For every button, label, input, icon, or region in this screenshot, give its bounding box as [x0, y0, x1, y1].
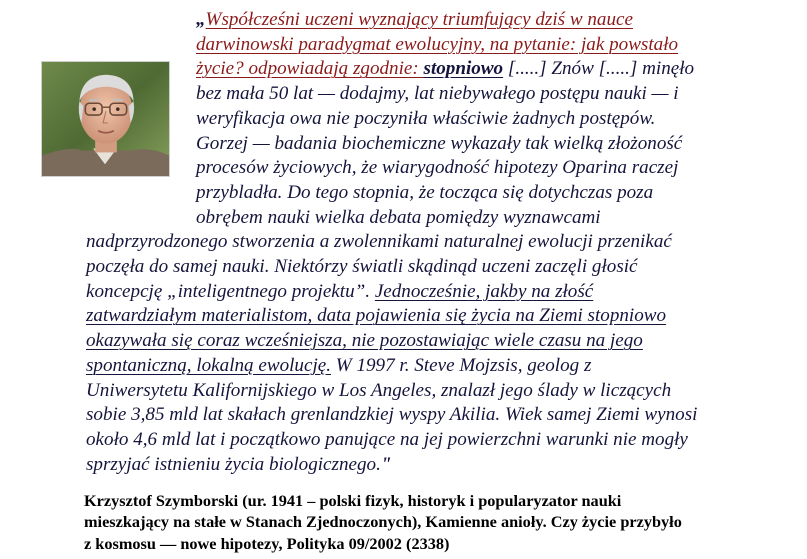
quote-line: procesów życiowych, że wiarygodność hipotezy Oparina raczej — [196, 157, 679, 179]
quote-text-underlined: spontaniczną, lokalną ewolucję. — [86, 354, 332, 376]
quote-line: przybladła. Do tego stopnia, że tocząca się dotychczas poza — [196, 181, 654, 203]
quote-text-underlined: Jednocześnie, jakby na złość — [374, 280, 594, 302]
source-citation — [84, 490, 799, 554]
quote-text-emphasis: stopniowo — [423, 58, 504, 80]
citation-line: Krzysztof Szymborski (ur. 1941 – polski fizyk, historyk i popularyzator nauki — [84, 491, 622, 510]
quote-line: nadprzyrodzonego stworzenia a zwolennikami naturalnej ewolucji przenikać — [86, 231, 672, 253]
quote-block — [86, 8, 786, 477]
quote-text-highlight: życie? odpowiadają zgodnie: — [196, 58, 424, 80]
quote-text-highlight: Współcześni uczeni wyznający triumfujący dziś w nauce — [205, 9, 633, 30]
quote-line: Uniwersytetu Kalifornijskiego w Los Angeles, znalazł jego ślady w liczących — [86, 379, 672, 401]
quote-line — [86, 8, 786, 33]
citation-line: z kosmosu — nowe hipotezy, Polityka 09/2002 (2338) — [84, 533, 450, 553]
quote-line: około 4,6 mld lat i początkowo panujące na jej powierzchni warunki nie mogły — [86, 428, 688, 450]
quote-line — [86, 280, 786, 305]
quote-line: obrębem nauki wielka debata pomiędzy wyznawcami — [196, 206, 601, 228]
quote-line: okazywała się coraz wcześniejsza, nie pozostawiając wiele czasu na jego — [86, 330, 643, 352]
quote-line — [86, 354, 786, 379]
quote-text: W 1997 r. Steve Mojzsis, geolog z — [331, 354, 592, 376]
quote-text: [.....] Znów [.....] minęło — [503, 58, 695, 80]
quote-line — [86, 57, 786, 82]
closing-quote-mark: " — [380, 453, 392, 475]
quote-line: sobie 3,85 mld lat skałach grenlandzkiej wyspy Akilia. Wiek samej Ziemi wynosi — [86, 404, 698, 426]
quote-text: sprzyjać istnieniu życia biologicznego. — [86, 453, 381, 475]
citation-line: mieszkający na stałe w Stanach Zjednoczonych), Kamienne anioły. Czy życie przybyło — [84, 512, 682, 532]
quote-line: zatwardziałym materialistom, data pojawienia się życia na Ziemi stopniowo — [86, 305, 667, 327]
quote-text: koncepcję „inteligentnego projektu”. — [86, 280, 375, 302]
quote-text-highlight: darwinowski paradygmat ewolucyjny, na pytanie: jak powstało — [196, 33, 679, 55]
quote-line: bez mała 50 lat — dodajmy, lat niebywałego postępu nauki — i — [196, 83, 679, 105]
quote-line: poczęła do samej nauki. Niektórzy światli skądinąd uczeni zaczęli głosić — [86, 256, 638, 278]
quote-line: Gorzej — badania biochemiczne wykazały tak wielką złożoność — [196, 132, 683, 154]
quote-line — [86, 453, 786, 478]
opening-quote-mark: „ — [196, 9, 206, 30]
quote-line: weryfikacja owa nie poczyniła właściwie żadnych postępów. — [196, 107, 656, 129]
quote-line — [86, 33, 786, 58]
